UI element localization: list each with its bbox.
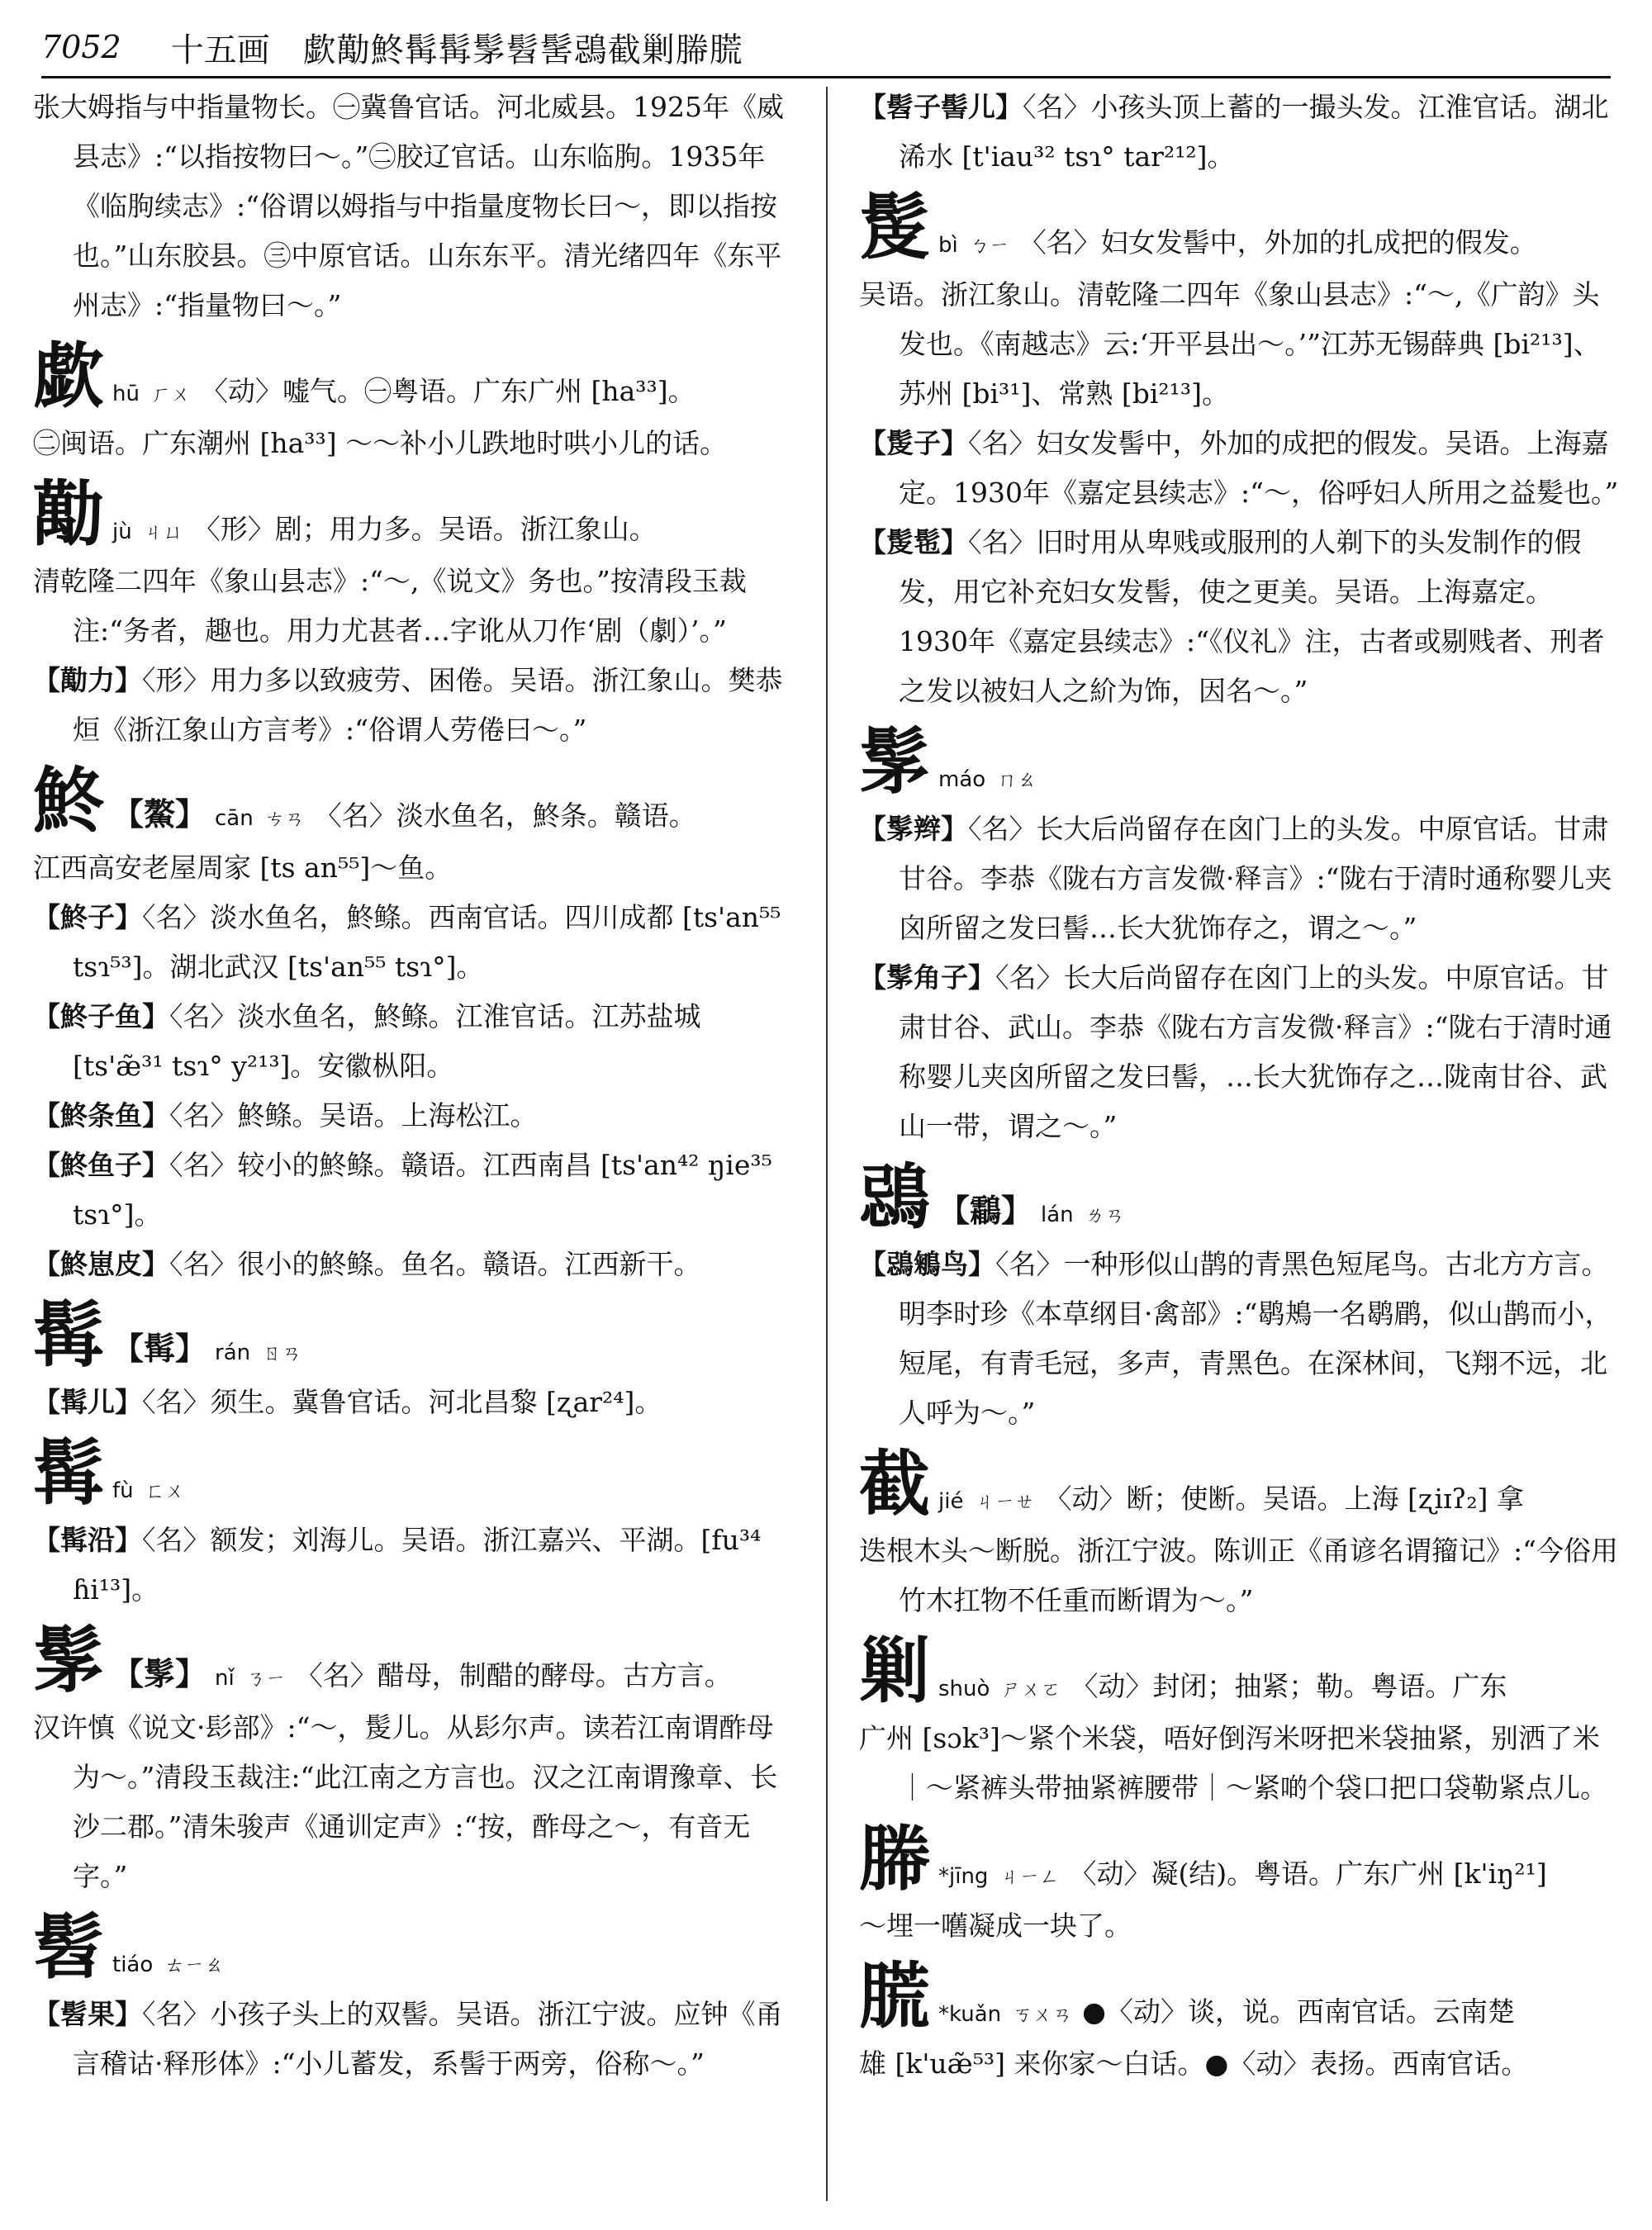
zhuyin: ㄐㄧㄥ [999,1865,1060,1888]
zhuyin: ㄖㄢ [262,1341,302,1364]
compound-term: 【髲髢】 [859,526,968,558]
headword-char: 髫 [33,1905,104,1989]
compound-term: 【髫子髻儿】 [859,91,1023,123]
continuation-text: 清乾隆二四年《象山县志》:“～,《说文》务也。”按清段玉裁注:“务者，趣也。用力尤甚者…字讹从刀作‘剧（劇）’。” [33,565,747,647]
pinyin: cān [215,806,254,831]
stroke-section: 十五画 [170,31,270,69]
zhuyin: ㄇㄠ [997,768,1037,791]
compound-term: 【鮗子】 [33,901,142,933]
compound-term: 【鮗鱼子】 [33,1149,169,1181]
pinyin: fù [112,1478,134,1503]
headword-entry [33,1432,793,1516]
continuation-text: 汉许慎《说文·髟部》:“～，髲儿。从髟尔声。读若江南谓酢母为～。”清段玉裁注:“此江南之方言也。汉之江南谓豫章、长沙二郡。”清朱骏声《通训定声》:“按，酢母之～，有音无字。” [33,1711,778,1892]
definition: 〈形〉剧；用力多。吴语。浙江象山。 [192,513,657,545]
headword-entry [859,1630,1619,1714]
headword-char: 勱 [33,472,104,556]
compound-entry [33,1091,793,1141]
headword-entry [859,1156,1619,1240]
left-column [33,83,793,2213]
compound-definition: 〈名〉长大后尚留存在囟门上的头发。中原官话。甘肃甘谷、武山。李恭《陇右方言发微·释言》:“陇右于清时通称婴儿夹囟所留之发曰髻，…长大犹饰存之…陇南甘谷、武山一带，谓之～。” [899,961,1612,1142]
compound-definition: 〈名〉长大后尚留存在囟门上的头发。中原官话。甘肃甘谷。李恭《陇右方言发微·释言》:“陇右于清时通称婴儿夹囟所留之发曰髻…长大犹饰存之，谓之～。” [899,813,1612,944]
pinyin: lán [1041,1203,1074,1227]
definition: 〈名〉醋母，制醋的酵母。古方言。 [295,1659,732,1691]
headword-entry [859,1956,1619,2039]
column-divider [826,87,828,2201]
compound-entry [33,1990,793,2089]
compound-definition: 〈名〉额发；刘海儿。吴语。浙江嘉兴、平湖。[fu³⁴ ɦi¹³]。 [73,1524,762,1606]
compound-term: 【鮗条鱼】 [33,1099,169,1132]
pinyin: máo [938,767,986,792]
headword-char: 髳 [859,720,930,804]
headword-char: 鮗 [33,759,104,842]
zhuyin: ㄕㄨㄛ [1001,1677,1061,1701]
zhuyin: ㄌㄢ [1085,1203,1125,1226]
headword-entry [859,1443,1619,1526]
continuation-text: ㊁闽语。广东潮州 [ha³³] ～～补小儿跌地时哄小儿的话。 [33,427,728,459]
variant-char: 【髳】 [112,1655,207,1692]
definition: 〈动〉断；使断。吴语。上海 [ʐiɪʔ₂] 拿 [1044,1483,1524,1515]
pinyin: shuò [938,1677,990,1701]
headword-entry [859,1818,1619,1901]
zhuyin: ㄊㄧㄠ [164,1953,225,1976]
zhuyin: ㄈㄨ [145,1479,185,1502]
compound-entry [33,992,793,1091]
definition: 〈动〉封闭；抽紧；勒。粤语。广东 [1070,1670,1507,1702]
headword-entry [859,721,1619,804]
compound-entry [33,656,793,755]
compound-entry [859,83,1619,182]
compound-definition: 〈名〉小孩子头上的双髻。吴语。浙江宁波。应钟《甬言稽诂·释形体》:“小儿蓄发，系髻于两旁，俗称～。” [73,1998,783,2080]
pinyin: rán [215,1340,251,1365]
headword-char: 㬻 [859,1955,930,2038]
headword-entry [33,1294,793,1378]
compound-term: 【髳辫】 [859,813,968,845]
compound-term: 【髯儿】 [33,1386,142,1418]
compound-term: 【鮗崽皮】 [33,1248,169,1280]
compound-term: 【勱力】 [33,664,142,696]
zhuyin: ㄏㄨ [150,382,191,406]
compound-term: 【髲子】 [859,427,968,459]
zhuyin: ㄅㄧ [969,234,1009,257]
headword-entry [33,473,793,557]
compound-entry [33,1240,793,1289]
compound-term: 【鵋鵴鸟】 [859,1248,995,1280]
variant-char: 【鰲】 [112,795,207,833]
definition: 〈动〉嘘气。㊀粤语。广东广州 [ha³³]。 [200,375,695,407]
compound-definition: 〈名〉淡水鱼名，鮗鲦。江淮官话。江苏盐城 [ts'æ̃³¹ tsɿ° y²¹³]。安徽枞阳。 [73,1000,701,1082]
headword-char: 髯 [33,1293,104,1377]
compound-entry [33,1378,793,1427]
compound-entry [859,953,1619,1151]
continuation-text: ～埋一嚿凝成一块了。 [859,1910,1132,1942]
headword-entry [33,335,793,419]
continuation-text: 张大姆指与中指量物长。㊀冀鲁官话。河北威县。1925年《威县志》:“以指按物曰～。”㊁胶辽官话。山东临朐。1935年《临朐续志》:“俗谓以姆指与中指量度物长曰～，即以指按也。”山东胶县。㊂中原官话。山东东平。清光绪四年《东平州志》:“指量物曰～。” [33,91,784,321]
headword-char: 髳 [33,1619,104,1702]
definition: 〈名〉淡水鱼名，鮗条。赣语。 [314,799,696,832]
compound-term: 【髫果】 [33,1998,142,2030]
pinyin: bì [938,233,958,258]
definition: ●〈动〉谈，说。西南官话。云南楚 [1082,1995,1515,2028]
zhuyin: ㄐㄧㄝ [975,1490,1035,1513]
compound-term: 【髯沿】 [33,1524,142,1556]
pinyin: *kuǎn [938,2002,1002,2027]
zhuyin: ㄐㄩ [143,520,183,543]
continuation-text: 广州 [sɔk³]～紧个米袋，唔好倒泻米呀把米袋抽紧，别洒了米｜～紧裤头带抽紧裤腰带｜～紧啲个袋口把口袋勒紧点儿。 [859,1722,1607,1804]
definition: 〈名〉妇女发髻中，外加的扎成把的假发。 [1018,226,1537,259]
pinyin: nǐ [215,1666,235,1691]
page-header [41,18,1611,78]
continuation-text: 吴语。浙江象山。清乾隆二四年《象山县志》:“～,《广韵》头发也。《南越志》云:‘开平县出～。’”江苏无锡薛典 [bi²¹³]、苏州 [bi³¹]、常熟 [bi²¹³]。 [859,278,1601,410]
compound-definition: 〈名〉一种形似山鹊的青黑色短尾鸟。古北方方言。明李时珍《本草纲目·禽部》:“鹖鴂一名鹖鹛，似山鹊而小，短尾，有青毛冠，多声，青黑色。在深林间，飞翔不远，北人呼为～。” [899,1248,1612,1429]
headword-char: 髯 [33,1431,104,1515]
compound-entry [33,893,793,992]
compound-definition: 〈名〉淡水鱼名，鮗鲦。西南官话。四川成都 [ts'an⁵⁵ tsɿ⁵³]。湖北武汉 [ts'an⁵⁵ tsɿ°]。 [73,901,781,983]
compound-term: 【髳角子】 [859,961,995,994]
continuation-text: 雄 [k'uæ̃⁵³] 来你家～白话。●〈动〉表扬。西南官话。 [859,2047,1529,2080]
pinyin: *jīng [938,1864,989,1889]
compound-definition: 〈名〉很小的鮗鲦。鱼名。赣语。江西新干。 [169,1248,701,1280]
compound-term: 【鮗子鱼】 [33,1000,169,1032]
compound-entry [859,419,1619,518]
continuation-text: 江西高安老屋周家 [ts an⁵⁵]～鱼。 [33,852,453,884]
headword-entry [859,187,1619,270]
compound-entry [859,518,1619,716]
compound-definition: 〈名〉旧时用从卑贱或服刑的人剃下的头发制作的假发，用它补充妇女发髻，使之更美。吴语。上海嘉定。1930年《嘉定县续志》:“《仪礼》注，古者或剔贱者、刑者之发以被妇人之紒为饰，因名～。” [899,526,1605,707]
variant-char: 【鸘】 [938,1192,1033,1229]
compound-definition: 〈名〉小孩头顶上蓄的一撮头发。江淮官话。湖北浠水 [t'iau³² tsɿ° tar²¹²]。 [899,91,1609,173]
continuation-text: 迭根木头～断脱。浙江宁波。陈训正《甬谚名谓籀记》:“今俗用竹木扛物不任重而断谓为～。” [859,1535,1618,1616]
definition: 〈动〉凝(结)。粤语。广东广州 [k'iŋ²¹] [1069,1858,1547,1890]
headword-char: 鵋 [859,1155,930,1239]
compound-definition: 〈名〉妇女发髻中，外加的成把的假发。吴语。上海嘉定。1930年《嘉定县续志》:“～，俗呼妇人所用之益髪也。” [899,427,1619,509]
zhuyin: ㄋㄧ [245,1667,286,1690]
headword-char: 㬺 [859,1817,930,1900]
page-number: 7052 [41,29,121,65]
headword-entry [33,1906,793,1990]
pinyin: hū [112,382,140,406]
headword-char: 剿 [859,1630,930,1713]
headword-entry [33,760,793,843]
compound-definition: 〈名〉较小的鮗鲦。赣语。江西南昌 [ts'an⁴² ŋie³⁵ tsɿ°]。 [73,1149,772,1231]
compound-entry [859,1240,1619,1438]
headword-entry [33,1620,793,1703]
pinyin: jié [938,1489,964,1514]
header-characters: 歔勱鮗髯髯髳髫髺鵋截剿㬺㬻 [302,31,743,69]
compound-entry [859,804,1619,953]
headword-char: 髲 [859,186,930,269]
compound-definition: 〈名〉须生。冀鲁官话。河北昌黎 [ʐar²⁴]。 [142,1386,662,1418]
headword-char: 截 [859,1442,930,1525]
right-column [859,83,1619,2213]
compound-entry [33,1516,793,1615]
compound-definition: 〈名〉鮗鲦。吴语。上海松江。 [169,1099,538,1132]
headword-char: 歔 [33,334,104,418]
variant-char: 【髯】 [112,1330,207,1367]
compound-entry [33,1141,793,1240]
zhuyin: ㄘㄢ [264,807,305,830]
zhuyin: ㄎㄨㄢ [1013,2003,1073,2026]
compound-definition: 〈形〉用力多以致疲劳、困倦。吴语。浙江象山。樊恭烜《浙江象山方言考》:“俗谓人劳倦曰～。” [73,664,783,746]
pinyin: jù [112,520,132,544]
pinyin: tiáo [112,1952,154,1977]
